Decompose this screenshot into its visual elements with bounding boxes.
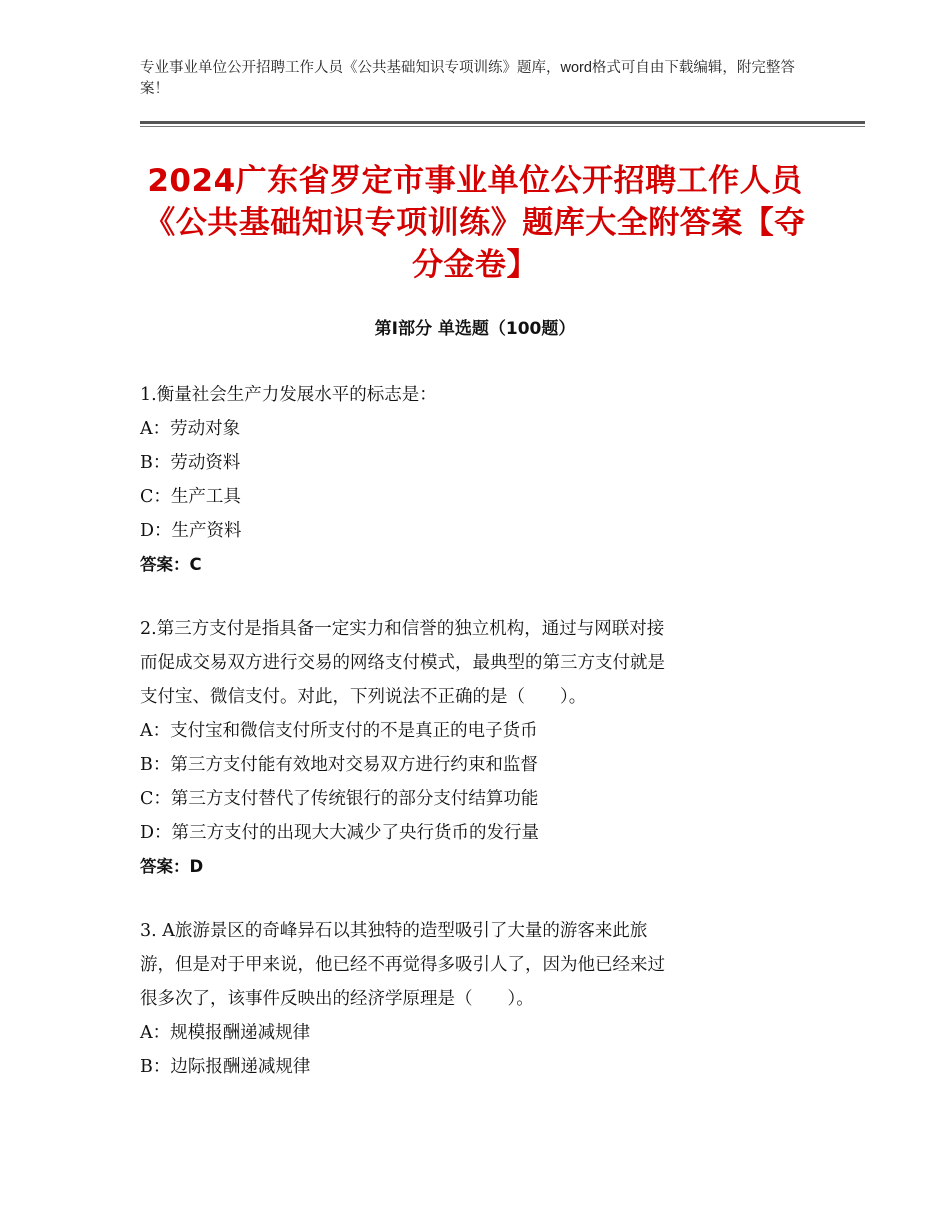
option-d: D：第三方支付的出现大大减少了央行货币的发行量 — [140, 823, 540, 843]
option-c: C：生产工具 — [140, 487, 241, 507]
answer: 答案：D — [140, 857, 204, 876]
option-b: B：劳动资料 — [140, 453, 241, 473]
option-c: C：第三方支付替代了传统银行的部分支付结算功能 — [140, 789, 539, 809]
document-title: 2024广东省罗定市事业单位公开招聘工作人员《公共基础知识专项训练》题库大全附答案【夺分金卷】 — [144, 163, 806, 283]
answer: 答案：C — [140, 555, 202, 574]
question-3 — [140, 914, 800, 1084]
question-text: 3. A旅游景区的奇峰异石以其独特的造型吸引了大量的游客来此旅 — [140, 921, 648, 941]
question-text: 游，但是对于甲来说，他已经不再觉得多吸引人了，因为他已经来过 — [140, 955, 665, 975]
question-1 — [140, 378, 800, 582]
option-a: A：规模报酬递减规律 — [140, 1023, 311, 1043]
question-2 — [140, 612, 800, 884]
section-title: 第Ⅰ部分 单选题（100题） — [374, 319, 576, 339]
header-divider-thin — [140, 126, 865, 127]
option-b: B：第三方支付能有效地对交易双方进行约束和监督 — [140, 755, 538, 775]
question-text: 2.第三方支付是指具备一定实力和信誉的独立机构，通过与网联对接 — [140, 619, 665, 639]
option-a: A：支付宝和微信支付所支付的不是真正的电子货币 — [140, 721, 538, 741]
header-note: 专业事业单位公开招聘工作人员《公共基础知识专项训练》题库，word格式可自由下载编辑，附完整答案！ — [140, 60, 795, 97]
option-b: B：边际报酬递减规律 — [140, 1057, 311, 1077]
question-list — [140, 378, 800, 1114]
question-text: 很多次了，该事件反映出的经济学原理是（ ）。 — [140, 989, 534, 1009]
question-text: 支付宝、微信支付。对此，下列说法不正确的是（ ）。 — [140, 687, 587, 707]
question-text: 1.衡量社会生产力发展水平的标志是： — [140, 385, 437, 405]
option-d: D：生产资料 — [140, 521, 242, 541]
header-divider-thick — [140, 121, 865, 124]
question-text: 而促成交易双方进行交易的网络支付模式，最典型的第三方支付就是 — [140, 653, 665, 673]
option-a: A：劳动对象 — [140, 419, 241, 439]
